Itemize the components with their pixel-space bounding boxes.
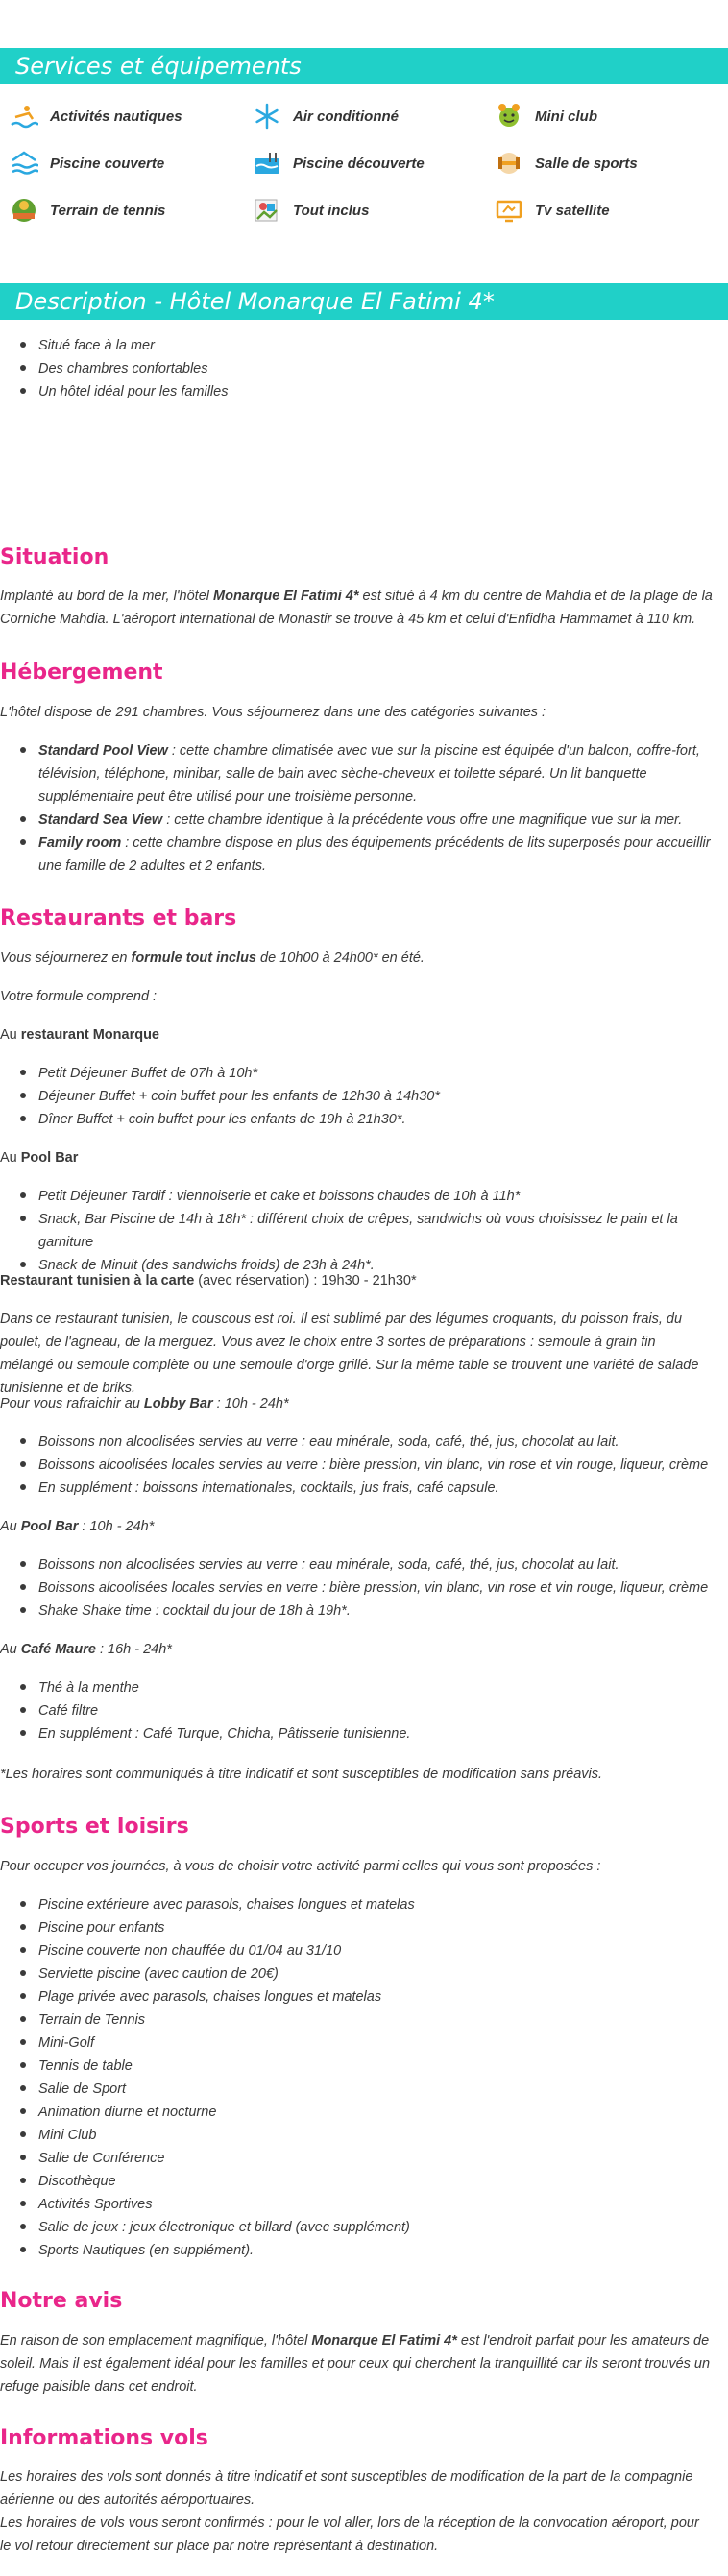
formule-text: Vous séjournerez en formule tout inclus de 10h00 à 24h00* en été.	[0, 951, 425, 966]
list-item: Terrain de Tennis	[38, 2009, 720, 2032]
service-label: Piscine couverte	[50, 155, 165, 172]
services-title: Services et équipements	[15, 53, 302, 80]
list-item: Café filtre	[38, 1699, 720, 1722]
sports-heading: Sports et loisirs	[0, 1815, 189, 1839]
hotel-name: Monarque El Fatimi 4*	[311, 2333, 457, 2348]
tunisien-text: Dans ce restaurant tunisien, le couscous est roi. Il est sublimé par des légumes croquants, du poisson frais, du poulet, de l'agneau, de la merguez. Vous avez le choix entre 3 sortes de préparations : semoule à grain fin mélangé ou semoule complète ou une semoule d'orge grillé. Sur la même table se trouvent une variété de salade tunisienne et de briks.	[0, 1312, 699, 1396]
service-item	[253, 196, 369, 225]
service-label: Mini club	[535, 108, 597, 125]
pool-bar2-heading: Au Pool Bar : 10h - 24h*	[0, 1519, 155, 1534]
list-item: Situé face à la mer	[38, 334, 720, 357]
horaires-note: *Les horaires sont communiqués à titre indicatif et sont susceptibles de modification sans préavis.	[0, 1767, 603, 1782]
monarque-heading: Au restaurant Monarque	[0, 1027, 159, 1043]
list-item: Piscine extérieure avec parasols, chaises longues et matelas	[38, 1893, 720, 1916]
vols-heading: Informations vols	[0, 2426, 208, 2450]
list-item: En supplément : boissons internationales, cocktails, jus frais, café capsule.	[38, 1477, 720, 1500]
cafe-heading: Au Café Maure : 16h - 24h*	[0, 1642, 172, 1657]
list-item: Family room : cette chambre dispose en plus des équipements précédents de lits superposés pour accueillir une famille de 2 adultes et 2 enfants.	[38, 831, 720, 878]
snowflake-icon	[253, 102, 281, 131]
service-item	[10, 149, 164, 178]
vols-line1: Les horaires des vols sont donnés à titre indicatif et sont susceptibles de modification de la part de la compagnie aérienne ou des autorités aéroportuaires.	[0, 2469, 693, 2508]
list-item: Snack, Bar Piscine de 14h à 18h* : différent choix de crêpes, sandwichs où vous choisissez le pain et la garniture	[38, 1208, 720, 1254]
all-inclusive-icon	[253, 196, 281, 225]
list-item: Un hôtel idéal pour les familles	[38, 380, 720, 403]
list-item: Boissons alcoolisées locales servies en verre : bière pression, vin blanc, vin rose et vin rouge, liqueur, crème	[38, 1577, 720, 1600]
pool-bar-list	[38, 1185, 720, 1277]
list-item: En supplément : Café Turque, Chicha, Pâtisserie tunisienne.	[38, 1722, 720, 1745]
rooms-list	[38, 739, 720, 878]
service-item	[10, 196, 165, 225]
description-title: Description - Hôtel Monarque El Fatimi 4*	[15, 288, 495, 315]
service-label: Activités nautiques	[50, 108, 182, 125]
hotel-name: Monarque El Fatimi 4*	[213, 589, 359, 604]
list-item: Standard Pool View : cette chambre climatisée avec vue sur la piscine est équipée d'un balcon, coffre-fort, télévision, téléphone, minibar, salle de bain avec sèche-cheveux et toilette séparé. Un lit banquette supplémentaire peut être utilisé pour une troisième personne.	[38, 739, 720, 808]
list-item: Serviette piscine (avec caution de 20€)	[38, 1962, 720, 1986]
hebergement-heading: Hébergement	[0, 661, 163, 685]
list-item: Boissons alcoolisées locales servies au verre : bière pression, vin blanc, vin rose et vin rouge, liqueur, crème	[38, 1454, 720, 1477]
service-item	[253, 149, 425, 178]
list-item: Piscine couverte non chauffée du 01/04 au 31/10	[38, 1939, 720, 1962]
water-sports-icon	[10, 102, 38, 131]
restaurants-heading: Restaurants et bars	[0, 906, 237, 930]
services-banner	[0, 48, 728, 84]
avis-text: En raison de son emplacement magnifique, l'hôtel Monarque El Fatimi 4* est l'endroit parfait pour les amateurs de soleil. Mais il est également idéal pour les familles et pour ceux qui cherchent la tranquillité car ils seront trouvés un refuge paisible dans cet endroit.	[0, 2333, 711, 2395]
description-list	[38, 334, 720, 403]
list-item: Déjeuner Buffet + coin buffet pour les enfants de 12h30 à 14h30*	[38, 1085, 720, 1108]
avis-heading: Notre avis	[0, 2289, 123, 2313]
service-label: Tv satellite	[535, 202, 610, 219]
room-name: Family room	[38, 835, 122, 851]
cafe-list	[38, 1676, 720, 1745]
list-item: Des chambres confortables	[38, 357, 720, 380]
list-item: Salle de Conférence	[38, 2147, 720, 2170]
outdoor-pool-icon	[253, 149, 281, 178]
list-item: Shake Shake time : cocktail du jour de 18h à 19h*.	[38, 1600, 720, 1623]
vols-text	[0, 2466, 713, 2558]
formule-comprend: Votre formule comprend :	[0, 989, 158, 1004]
list-item: Salle de Sport	[38, 2078, 720, 2101]
description-banner	[0, 283, 728, 320]
service-item	[253, 102, 399, 131]
room-name: Standard Sea View	[38, 812, 163, 828]
room-name: Standard Pool View	[38, 743, 168, 758]
sports-list	[38, 1893, 720, 2262]
list-item: Discothèque	[38, 2170, 720, 2193]
list-item: Standard Sea View : cette chambre identique à la précédente vous offre une magnifique vue sur la mer.	[38, 808, 720, 831]
mini-club-icon	[495, 102, 523, 131]
list-item: Boissons non alcoolisées servies au verre : eau minérale, soda, café, thé, jus, chocolat au lait.	[38, 1431, 720, 1454]
monarque-list	[38, 1062, 720, 1131]
service-label: Tout inclus	[293, 202, 370, 219]
list-item: Dîner Buffet + coin buffet pour les enfants de 19h à 21h30*.	[38, 1108, 720, 1131]
list-item: Mini Club	[38, 2124, 720, 2147]
tennis-icon	[10, 196, 38, 225]
list-item: Activités Sportives	[38, 2193, 720, 2216]
service-label: Air conditionné	[293, 108, 399, 125]
hebergement-intro: L'hôtel dispose de 291 chambres. Vous séjournerez dans une des catégories suivantes :	[0, 705, 546, 720]
gym-icon	[495, 149, 523, 178]
sports-intro: Pour occuper vos journées, à vous de choisir votre activité parmi celles qui vous sont proposées :	[0, 1859, 601, 1874]
list-item: Piscine pour enfants	[38, 1916, 720, 1939]
service-label: Salle de sports	[535, 155, 638, 172]
service-label: Piscine découverte	[293, 155, 425, 172]
list-item: Tennis de table	[38, 2055, 720, 2078]
list-item: Plage privée avec parasols, chaises longues et matelas	[38, 1986, 720, 2009]
service-item	[495, 149, 638, 178]
list-item: Boissons non alcoolisées servies au verre : eau minérale, soda, café, thé, jus, chocolat au lait.	[38, 1553, 720, 1577]
tv-icon	[495, 196, 523, 225]
situation-text: Implanté au bord de la mer, l'hôtel Monarque El Fatimi 4* est situé à 4 km du centre de Mahdia et de la plage de la Corniche Mahdia. L'aéroport international de Monastir se trouve à 45 km et celui d'Enfidha Hammamet à 110 km.	[0, 589, 713, 627]
list-item: Thé à la menthe	[38, 1676, 720, 1699]
pool-bar-heading: Au Pool Bar	[0, 1150, 79, 1166]
list-item: Petit Déjeuner Buffet de 07h à 10h*	[38, 1062, 720, 1085]
list-item: Mini-Golf	[38, 2032, 720, 2055]
lobby-list	[38, 1431, 720, 1500]
service-item	[495, 196, 610, 225]
list-item: Snack de Minuit (des sandwichs froids) de 23h à 24h*.	[38, 1254, 720, 1277]
tunisien-heading: Restaurant tunisien à la carte (avec réservation) : 19h30 - 21h30*	[0, 1273, 417, 1288]
service-item	[495, 102, 597, 131]
lobby-heading: Pour vous rafraichir au Lobby Bar : 10h - 24h*	[0, 1396, 289, 1411]
situation-heading: Situation	[0, 545, 109, 569]
pool-bar2-list	[38, 1553, 720, 1623]
service-item	[10, 102, 182, 131]
list-item: Petit Déjeuner Tardif : viennoiserie et cake et boissons chaudes de 10h à 11h*	[38, 1185, 720, 1208]
service-label: Terrain de tennis	[50, 202, 166, 219]
list-item: Salle de jeux : jeux électronique et billard (avec supplément)	[38, 2216, 720, 2239]
vols-line2: Les horaires de vols vous seront confirmés : pour le vol aller, lors de la réception de la convocation aéroport, pour le vol retour directement sur place par notre représentant à destination.	[0, 2516, 699, 2554]
covered-pool-icon	[10, 149, 38, 178]
list-item: Animation diurne et nocturne	[38, 2101, 720, 2124]
list-item: Sports Nautiques (en supplément).	[38, 2239, 720, 2262]
